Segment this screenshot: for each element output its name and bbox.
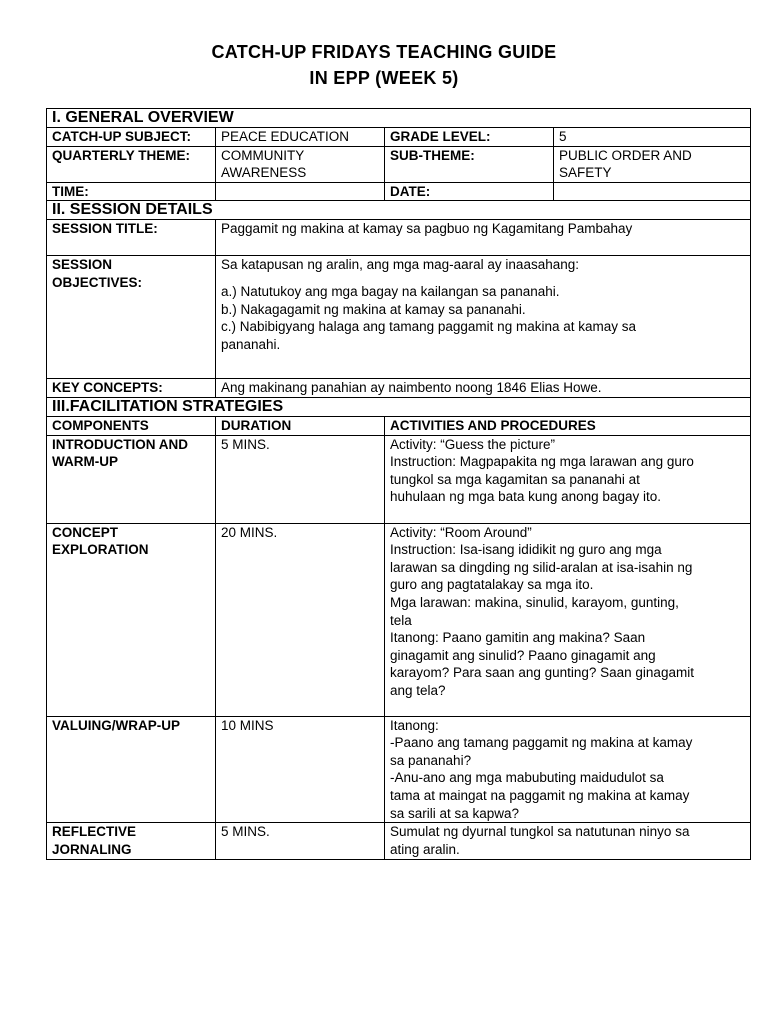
general-overview-heading: I. GENERAL OVERVIEW: [47, 109, 751, 128]
objectives-label: [47, 256, 216, 379]
col-components: COMPONENTS: [47, 416, 216, 435]
activity-line: huhulaan ng mga bata kung anong bagay ito.: [390, 489, 661, 505]
component-line1: VALUING/WRAP-UP: [52, 717, 180, 733]
date-label: DATE:: [385, 182, 554, 201]
document-title-line1: CATCH-UP FRIDAYS TEACHING GUIDE: [211, 42, 557, 62]
theme-value-line1: COMMUNITY: [221, 147, 305, 163]
activity-line: Instruction: Magpapakita ng mga larawan ang guro: [390, 454, 694, 470]
activity-cell: [385, 523, 751, 716]
objective-a: a.) Natutukoy ang mga bagay na kailangan sa pananahi.: [221, 283, 560, 299]
activity-line: Instruction: Isa-isang ididikit ng guro ang mga: [390, 542, 662, 558]
time-value: [216, 182, 385, 201]
objectives-label-line1: SESSION: [52, 257, 113, 273]
col-duration: DURATION: [216, 416, 385, 435]
objectives-value: [216, 256, 751, 379]
session-title-label: SESSION TITLE:: [47, 220, 216, 256]
activity-line: Mga larawan: makina, sinulid, karayom, gunting,: [390, 594, 679, 610]
activity-line: Activity: “Guess the picture”: [390, 436, 556, 452]
component-cell: [47, 716, 216, 823]
activity-line: tela: [390, 612, 412, 628]
component-line1: REFLECTIVE: [52, 824, 137, 840]
component-line1: INTRODUCTION AND: [52, 436, 188, 452]
duration-cell: 20 MINS.: [216, 523, 385, 716]
component-line2: EXPLORATION: [52, 542, 149, 558]
activity-line: -Anu-ano ang mga mabubuting maidudulot sa: [390, 770, 664, 786]
date-value: [554, 182, 751, 201]
activity-line: Activity: “Room Around”: [390, 524, 532, 540]
component-line2: JORNALING: [52, 841, 132, 857]
component-line2: WARM-UP: [52, 454, 118, 470]
teaching-guide-table: [46, 108, 751, 860]
objectives-intro: Sa katapusan ng aralin, ang mga mag-aaral ay inaasahang:: [221, 257, 579, 273]
table-row: [47, 823, 751, 860]
table-row: [47, 716, 751, 823]
activity-line: sa sarili at sa kapwa?: [390, 805, 520, 821]
session-details-heading: II. SESSION DETAILS: [47, 201, 751, 220]
duration-cell: 10 MINS: [216, 716, 385, 823]
objective-c-line2: pananahi.: [221, 336, 281, 352]
duration-cell: 5 MINS.: [216, 435, 385, 523]
activity-line: -Paano ang tamang paggamit ng makina at kamay: [390, 735, 693, 751]
subject-label: CATCH-UP SUBJECT:: [47, 128, 216, 147]
session-title-value: Paggamit ng makina at kamay sa pagbuo ng Kagamitang Pambahay: [216, 220, 751, 256]
grade-label: GRADE LEVEL:: [385, 128, 554, 147]
activity-line: karayom? Para saan ang gunting? Saan ginagamit: [390, 665, 694, 681]
subject-value: PEACE EDUCATION: [216, 128, 385, 147]
objectives-label-line2: OBJECTIVES:: [52, 274, 143, 290]
component-cell: [47, 823, 216, 860]
table-row: [47, 523, 751, 716]
activity-line: ginagamit ang sinulid? Paano ginagamit ang: [390, 647, 656, 663]
theme-label: QUARTERLY THEME:: [47, 146, 216, 182]
activity-line: larawan sa dingding ng silid-aralan at isa-isahin ng: [390, 559, 693, 575]
col-activities: ACTIVITIES AND PROCEDURES: [385, 416, 751, 435]
activity-line: ating aralin.: [390, 841, 460, 857]
activity-line: guro ang pagtatalakay sa mga ito.: [390, 577, 594, 593]
activity-line: ang tela?: [390, 682, 446, 698]
key-concepts-label: KEY CONCEPTS:: [47, 379, 216, 398]
component-cell: [47, 523, 216, 716]
grade-value: 5: [554, 128, 751, 147]
activity-cell: [385, 823, 751, 860]
activity-line: Sumulat ng dyurnal tungkol sa natutunan ninyo sa: [390, 824, 690, 840]
theme-value-line2: AWARENESS: [221, 165, 307, 181]
component-line1: CONCEPT: [52, 524, 119, 540]
activity-cell: [385, 435, 751, 523]
activity-line: Itanong:: [390, 717, 439, 733]
subtheme-value-line1: PUBLIC ORDER AND: [559, 147, 692, 163]
objective-b: b.) Nakagagamit ng makina at kamay sa pananahi.: [221, 301, 526, 317]
subtheme-label: SUB-THEME:: [385, 146, 554, 182]
table-row: [47, 435, 751, 523]
theme-value: [216, 146, 385, 182]
component-cell: [47, 435, 216, 523]
activity-cell: [385, 716, 751, 823]
subtheme-value-line2: SAFETY: [559, 165, 612, 181]
activity-line: tama at maingat na paggamit ng makina at kamay: [390, 787, 690, 803]
duration-cell: 5 MINS.: [216, 823, 385, 860]
objective-c-line1: c.) Nabibigyang halaga ang tamang paggamit ng makina at kamay sa: [221, 319, 636, 335]
time-label: TIME:: [47, 182, 216, 201]
document-title-line2: IN EPP (WEEK 5): [309, 68, 459, 88]
activity-line: tungkol sa mga kagamitan sa pananahi at: [390, 471, 640, 487]
key-concepts-value: Ang makinang panahian ay naimbento noong 1846 Elias Howe.: [216, 379, 751, 398]
activity-line: Itanong: Paano gamitin ang makina? Saan: [390, 630, 646, 646]
activity-line: sa pananahi?: [390, 752, 472, 768]
subtheme-value: [554, 146, 751, 182]
facilitation-heading: III.FACILITATION STRATEGIES: [47, 397, 751, 416]
